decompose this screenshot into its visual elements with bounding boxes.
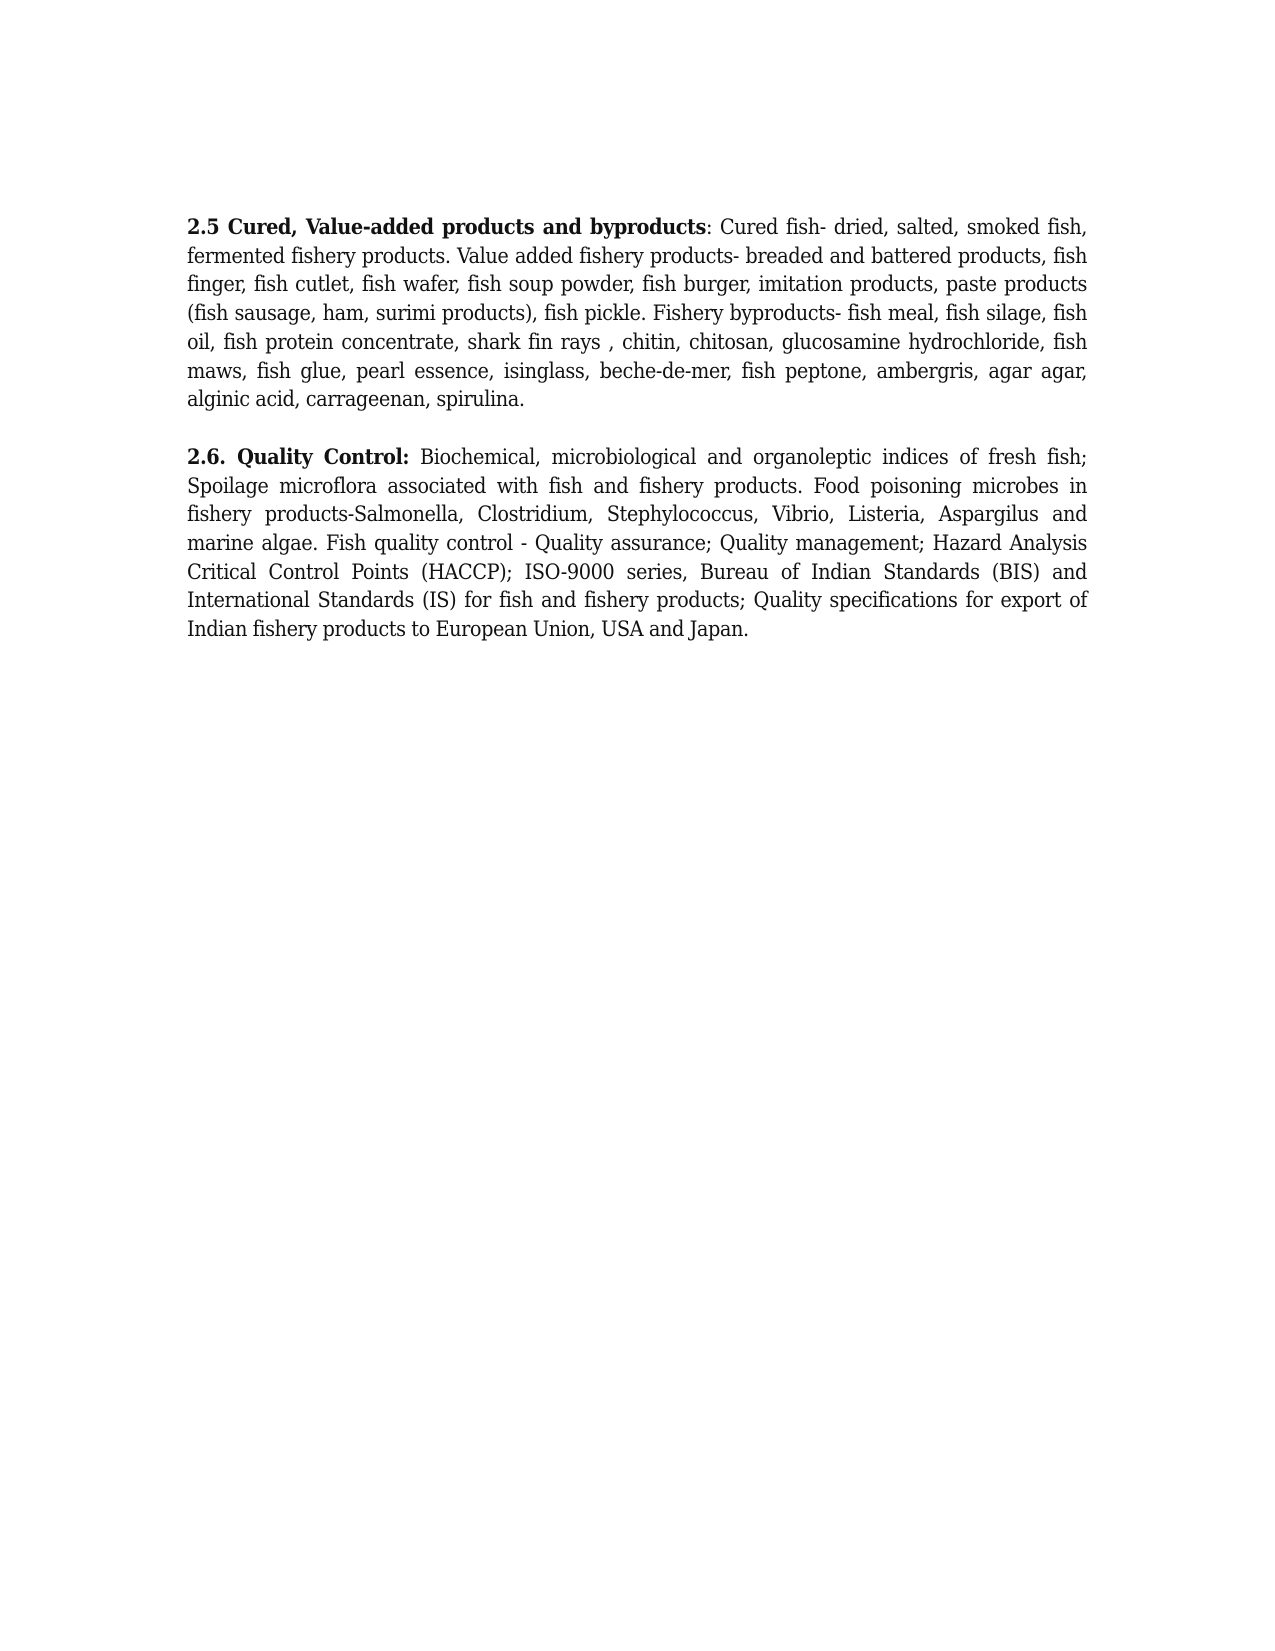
heading-separator [409,445,420,470]
section-cured-value-added-products [187,214,1087,415]
heading-separator: : [705,215,720,240]
section-quality-control [187,444,1087,645]
section-body: Cured fish- dried, salted, smoked fish, fermented fishery products. Value added fishery products- breaded and battered products, fish finger, fish cutlet, fish wafer, fish soup powder, fish burger, imitation products, paste products (fish sausage, ham, surimi products), fish pickle. Fishery byproducts- fish meal, fish silage, fish oil, fish protein concentrate, shark fin rays , chitin, chitosan, glucosamine hydrochloride, fish maws, fish glue, pearl essence, isinglass, beche-de-mer, fish peptone, ambergris, agar agar, alginic acid, carrageenan, spirulina. [187,215,1087,413]
section-heading: 2.6. Quality Control: [187,444,410,470]
section-body: Biochemical, microbiological and organoleptic indices of fresh fish; Spoilage microflora associated with fish and fishery products. Food poisoning microbes in fishery products-Salmonella, Clostridium, Stephylococcus, Vibrio, Listeria, Aspargilus and marine algae. Fish quality control - Quality assurance; Quality management; Hazard Analysis Critical Control Points (HACCP); ISO-9000 series, Bureau of Indian Standards (BIS) and International Standards (IS) for fish and fishery products; Quality specifications for export of Indian fishery products to European Union, USA and Japan. [187,444,1087,643]
section-heading: 2.5 Cured, Value-added products and byproducts [187,215,706,240]
document-page [187,214,1087,674]
